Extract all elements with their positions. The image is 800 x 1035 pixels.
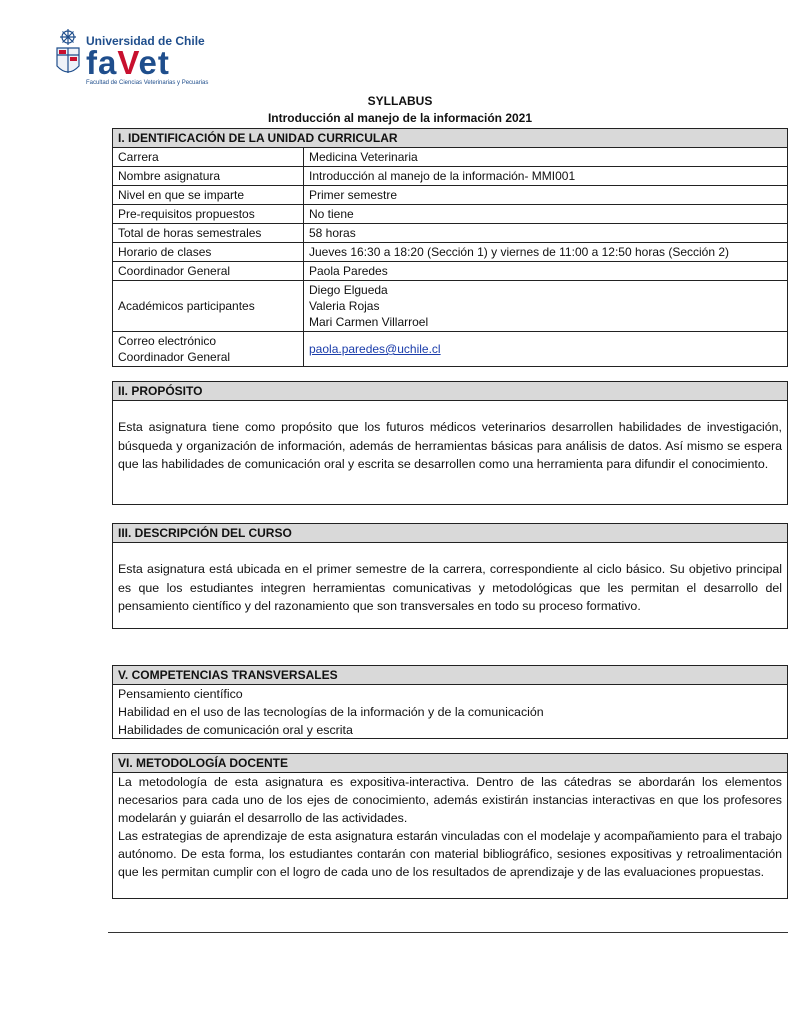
- row-label: Carrera: [113, 148, 304, 167]
- section-text: La metodología de esta asignatura es expositiva-interactiva. Dentro de las cátedras se abordarán los elementos necesarios para cada uno de los ejes de conocimiento, además existirán instancias interactivas en que los profesores modelarán y guiarán el desarrollo de las actividades.: [118, 775, 782, 825]
- table-row: [113, 243, 788, 262]
- identification-table: [112, 128, 788, 367]
- section-heading: II. PROPÓSITO: [113, 382, 787, 401]
- row-label: Total de horas semestrales: [113, 224, 304, 243]
- row-value: [304, 332, 788, 367]
- row-label: Horario de clases: [113, 243, 304, 262]
- section-text: Las estrategias de aprendizaje de esta asignatura estarán vinculadas con el modelaje y acompañamiento para el trabajo autónomo. De esta forma, los estudiantes contarán con material bibliográfico, sesiones expositivas y retroalimentación que les permitan cumplir con el logro de cada uno de los resultados de aprendizaje y de las evaluaciones propuestas.: [118, 829, 782, 879]
- section-descripcion: [112, 523, 788, 629]
- university-crest-icon: [52, 28, 84, 82]
- row-value: Medicina Veterinaria: [304, 148, 788, 167]
- row-label: Nivel en que se imparte: [113, 186, 304, 205]
- table-row: [113, 186, 788, 205]
- section-heading: VI. METODOLOGÍA DOCENTE: [113, 754, 787, 773]
- section-heading: III. DESCRIPCIÓN DEL CURSO: [113, 524, 787, 543]
- table-row: [113, 148, 788, 167]
- row-value: No tiene: [304, 205, 788, 224]
- row-value: Primer semestre: [304, 186, 788, 205]
- section-text: Esta asignatura tiene como propósito que los futuros médicos veterinarios desarrollen habilidades de investigación, búsqueda y organización de información, además de herramientas básicas para análisis de datos. Así mismo se espera que las habilidades de comunicación oral y escrita se desarrollen como una herramienta para difundir el conocimiento.: [118, 420, 782, 471]
- university-name: Universidad de Chile: [86, 34, 205, 48]
- row-label: Académicos participantes: [113, 281, 304, 332]
- row-label: Coordinador General: [113, 262, 304, 281]
- university-logo: [52, 28, 212, 88]
- row-value: Paola Paredes: [304, 262, 788, 281]
- table-row: [113, 262, 788, 281]
- section-text: Esta asignatura está ubicada en el primer semestre de la carrera, correspondiente al ciclo básico. Su objetivo principal es que los estudiantes integren herramientas comunicativas y metodológicas que les permitan el desarrollo del pensamiento científico y del razonamiento que son transversales en todo su proceso formativo.: [118, 562, 782, 613]
- list-item: Pensamiento científico: [118, 687, 243, 701]
- footer-divider: [108, 932, 788, 933]
- document-subtitle: Introducción al manejo de la información 2021: [267, 111, 533, 125]
- row-value: Introducción al manejo de la información- MMI001: [304, 167, 788, 186]
- table-row: [113, 332, 788, 367]
- row-label: Pre-requisitos propuestos: [113, 205, 304, 224]
- row-label: Nombre asignatura: [113, 167, 304, 186]
- list-item: Habilidades de comunicación oral y escrita: [118, 723, 353, 737]
- row-value: 58 horas: [304, 224, 788, 243]
- brand-name: faVet: [86, 44, 170, 81]
- academic-name: Valeria Rojas: [309, 299, 380, 313]
- section-heading: I. IDENTIFICACIÓN DE LA UNIDAD CURRICULAR: [113, 129, 788, 148]
- row-value: [304, 281, 788, 332]
- table-row: [113, 281, 788, 332]
- list-item: Habilidad en el uso de las tecnologías de la información y de la comunicación: [118, 705, 544, 719]
- table-row: [113, 224, 788, 243]
- row-value: Jueves 16:30 a 18:20 (Sección 1) y viernes de 11:00 a 12:50 horas (Sección 2): [304, 243, 788, 262]
- table-row: [113, 205, 788, 224]
- table-row: [113, 167, 788, 186]
- section-heading: V. COMPETENCIAS TRANSVERSALES: [113, 666, 787, 685]
- document-title: SYLLABUS: [367, 94, 433, 108]
- section-proposito: [112, 381, 788, 505]
- academic-name: Diego Elgueda: [309, 283, 388, 297]
- section-metodologia: [112, 753, 788, 899]
- faculty-name: Facultad de Ciencias Veterinarias y Pecuarias: [86, 80, 209, 86]
- coordinator-email-link[interactable]: paola.paredes@uchile.cl: [309, 342, 441, 356]
- row-label: Correo electrónico Coordinador General: [113, 332, 304, 367]
- section-competencias: [112, 665, 788, 739]
- academic-name: Mari Carmen Villarroel: [309, 315, 429, 329]
